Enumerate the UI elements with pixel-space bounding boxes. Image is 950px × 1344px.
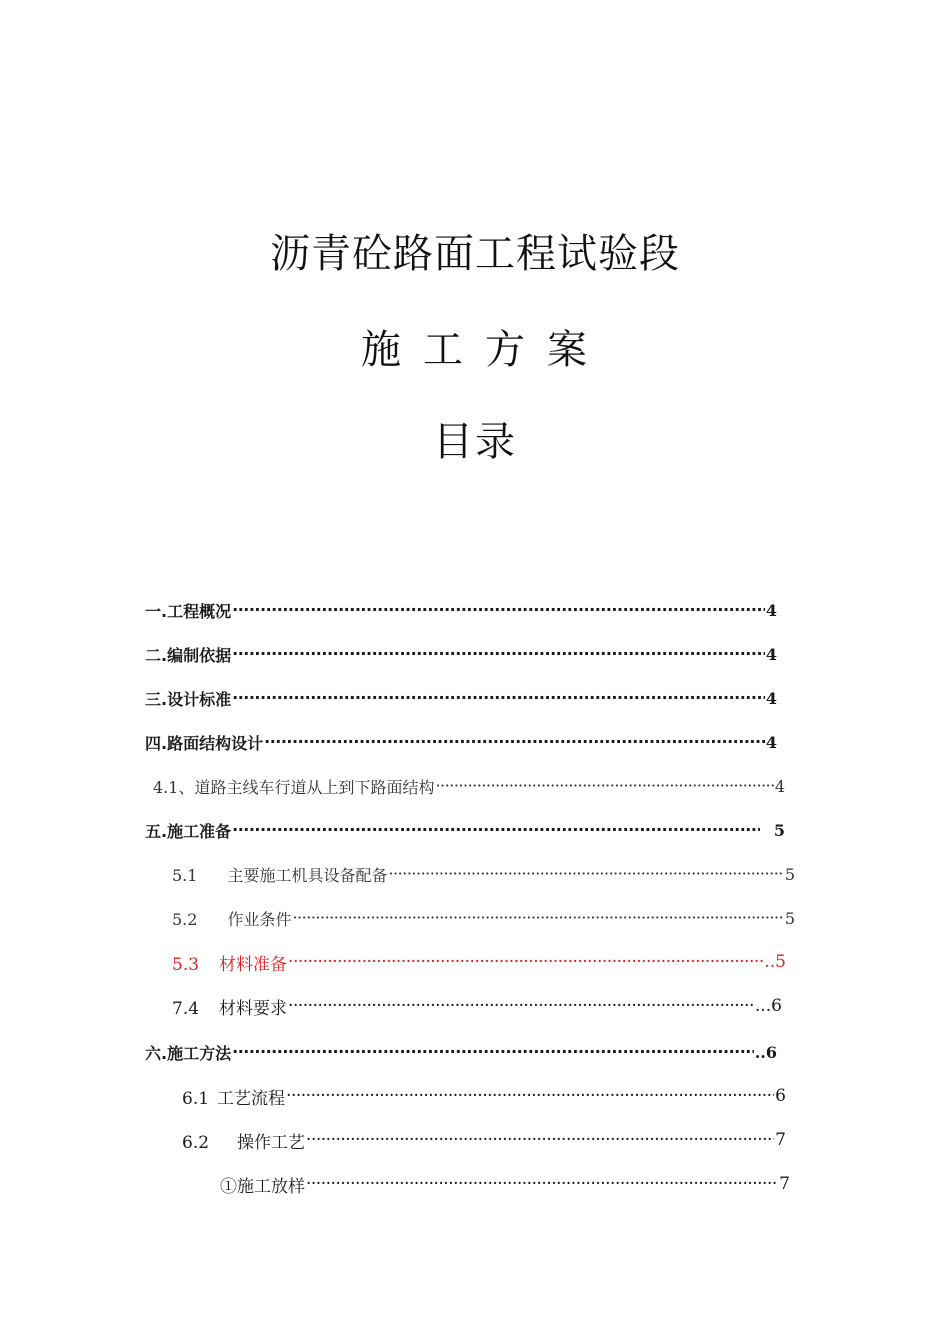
toc-leader — [232, 598, 765, 622]
toc-entry-4-1[interactable] — [153, 774, 785, 798]
toc-number: 4.1、 — [153, 777, 195, 797]
toc-leader — [286, 1084, 774, 1108]
toc-entry-5[interactable] — [145, 818, 785, 842]
toc-number: 5.1 — [172, 865, 198, 885]
toc-leader — [232, 686, 765, 710]
toc-entry-6-2[interactable] — [182, 1128, 786, 1152]
toc-leader — [435, 774, 773, 798]
toc-page: 6 — [775, 1086, 786, 1106]
toc-text: 工艺流程 — [217, 1088, 286, 1109]
toc-page: 4 — [765, 688, 777, 708]
toc-entry-7-4[interactable] — [172, 994, 782, 1018]
toc-text: 设计标准 — [167, 689, 232, 709]
toc-page: 7 — [775, 1130, 786, 1150]
toc-leader — [232, 818, 760, 842]
toc-number: 6.1 — [182, 1088, 210, 1109]
toc-leader — [232, 1040, 754, 1064]
toc-entry-6-1[interactable] — [182, 1084, 786, 1108]
toc-page: ..5 — [764, 952, 786, 972]
toc-leader — [306, 1172, 778, 1196]
document-title: 沥青砼路面工程试验段 — [270, 231, 680, 277]
toc-number: 5.3 — [172, 954, 200, 975]
toc-entry-4[interactable] — [145, 730, 777, 754]
toc-text: 编制依据 — [167, 645, 232, 665]
toc-number: 四. — [145, 733, 168, 753]
toc-entry-1[interactable] — [145, 598, 777, 622]
toc-text: 材料准备 — [219, 954, 288, 975]
document-subtitle: 施工方案 — [361, 327, 609, 373]
toc-leader — [264, 730, 765, 754]
toc-page: 7 — [779, 1174, 790, 1194]
toc-text: 道路主线车行道从上到下路面结构 — [194, 777, 435, 797]
toc-number: 6.2 — [182, 1132, 210, 1153]
toc-page: 5 — [784, 908, 795, 928]
toc-number: 三. — [145, 689, 168, 709]
toc-number: 7.4 — [172, 998, 200, 1019]
toc-leader — [288, 950, 763, 974]
toc-text: 材料要求 — [219, 998, 288, 1019]
toc-text: 工程概况 — [167, 601, 232, 621]
toc-text: 路面结构设计 — [167, 733, 264, 753]
toc-text: 施工准备 — [167, 821, 232, 841]
toc-leader — [388, 862, 783, 886]
toc-text: 施工放样 — [237, 1176, 305, 1197]
toc-leader — [232, 642, 765, 666]
toc-entry-5-2[interactable] — [172, 906, 795, 930]
toc-number: 一. — [145, 601, 168, 621]
toc-page: 4 — [765, 732, 777, 752]
toc-heading: 目录 — [433, 419, 517, 465]
toc-text: 施工方法 — [167, 1043, 232, 1063]
toc-text: 作业条件 — [227, 909, 292, 929]
toc-number: 二. — [145, 645, 168, 665]
toc-text: 操作工艺 — [237, 1132, 306, 1153]
toc-number: ① — [220, 1176, 237, 1197]
toc-page: 5 — [784, 864, 795, 884]
toc-entry-2[interactable] — [145, 642, 777, 666]
toc-page: 4 — [774, 776, 785, 796]
toc-page: ..6 — [754, 1042, 777, 1062]
toc-number: 六. — [145, 1043, 168, 1063]
toc-page: 4 — [765, 600, 777, 620]
toc-page: 4 — [765, 644, 777, 664]
toc-leader — [292, 906, 783, 930]
toc-number: 五. — [145, 821, 168, 841]
toc-entry-5-1[interactable] — [172, 862, 795, 886]
toc-page: 5 — [773, 820, 785, 840]
toc-number: 5.2 — [172, 909, 198, 929]
toc-page: ...6 — [754, 996, 782, 1016]
toc-entry-6[interactable] — [145, 1040, 777, 1064]
toc-entry-5-3[interactable] — [172, 950, 786, 974]
toc-entry-3[interactable] — [145, 686, 777, 710]
toc-leader — [306, 1128, 774, 1152]
toc-entry-6-2-1[interactable] — [220, 1172, 790, 1196]
toc-text: 主要施工机具设备配备 — [227, 865, 388, 885]
toc-leader — [288, 994, 754, 1018]
